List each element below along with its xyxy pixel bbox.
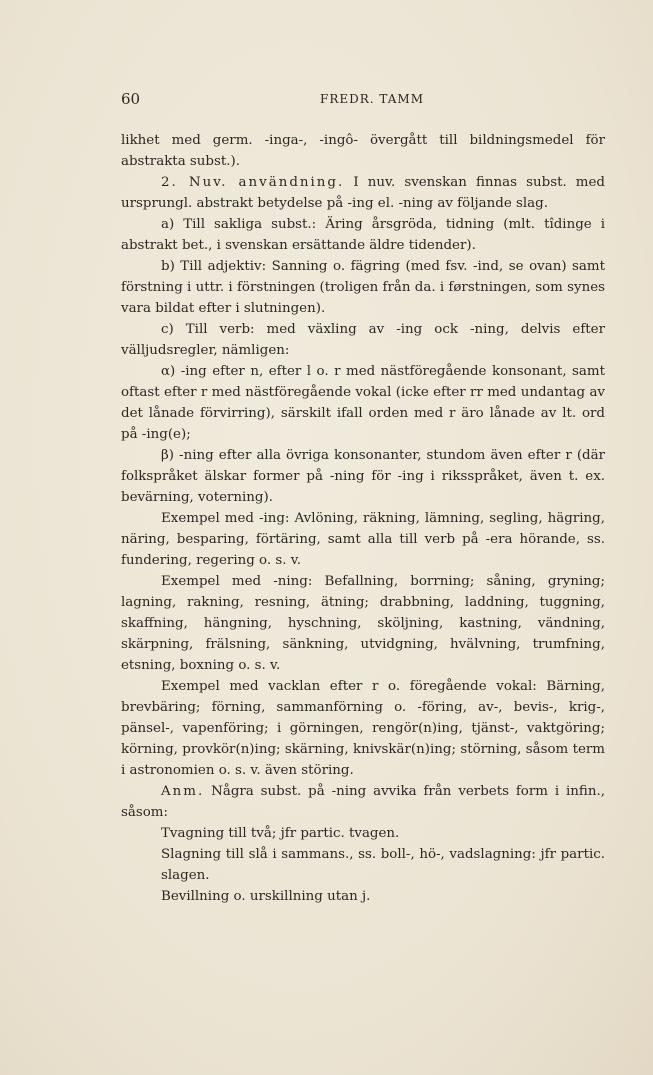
page-header [0, 90, 653, 112]
page-number: 60 [121, 90, 141, 108]
paragraph-text: I nuv. svenskan finnas subst. med ursprungl. abstrakt betydelse på -ing el. -ning av följande slag. [121, 175, 605, 211]
paragraph-text: Exempel med -ning: Befallning, borrning; såning, gryning; lagning, rakning, resning, ätning; drabbning, laddning, tuggning, skaffning, hängning, hyschning, sköljning, kastning, vändning, skärpning, frälsning, sänkning, utvidgning, hvälvning, trumfning, etsning, boxning o. s. v. [121, 574, 605, 673]
example-line [121, 886, 605, 907]
paragraph-text: Några subst. på -ning avvika från verbets form i infin., såsom: [121, 784, 605, 820]
note-paragraph [121, 781, 605, 823]
paragraph-text: likhet med germ. -inga-, -ingô- övergått till bildningsmedel för abstrakta subst.). [121, 133, 605, 169]
paragraph-text: Slagning till slå i sammans., ss. boll-, hö-, vadslagning: jfr partic. slagen. [161, 847, 605, 883]
paragraph-text: β) -ning efter alla övriga konsonanter, stundom även efter r (där folkspråket älskar former på -ning för -ing i riksspråket, även t. ex. bevärning, voterning). [121, 448, 605, 505]
paragraph-text: c) Till verb: med växling av -ing ock -ning, delvis efter välljudsregler, nämligen: [121, 322, 605, 358]
example-line [121, 844, 605, 886]
paragraph [121, 508, 605, 571]
paragraph-text: Tvagning till två; jfr partic. tvagen. [161, 826, 400, 841]
paragraph-text: Bevillning o. urskillning utan j. [161, 889, 371, 904]
paragraph-text: α) -ing efter n, efter l o. r med nästföregående konsonant, samt oftast efter r med nästföregående vokal (icke efter rr med undantag av det lånade förvirring), särskilt ifall orden med r äro lånade av lt. ord på -ing(e); [121, 364, 605, 442]
paragraph [121, 571, 605, 676]
paragraph [121, 361, 605, 445]
paragraph [121, 676, 605, 781]
paragraph-text: Exempel med vacklan efter r o. föregående vokal: Bärning, brevbäring; förning, sammanförning o. -föring, av-, bevis-, krig-, pänsel-, vapenföring; i görningen, rengör(n)ing, tjänst-, vaktgöring; körning, provkör(n)ing; skärning, knivskär(n)ing; störning, såsom term i astronomien o. s. v. även störing. [121, 679, 605, 778]
paragraph [121, 256, 605, 319]
paragraph [121, 445, 605, 508]
note-label: Anm. [161, 784, 205, 799]
section-heading-paragraph [121, 172, 605, 214]
paragraph-text: Exempel med -ing: Avlöning, räkning, lämning, segling, hägring, näring, besparing, förtäring, samt alla till verb på -era hörande, ss. fundering, regering o. s. v. [121, 511, 605, 568]
section-heading: 2. Nuv. användning. [161, 175, 345, 190]
page-body [121, 130, 605, 907]
paragraph [121, 319, 605, 361]
paragraph-text: b) Till adjektiv: Sanning o. fägring (med fsv. -ind, se ovan) samt förstning i uttr. i förstningen (troligen från da. i førstningen, som synes vara bildat efter i slutningen). [121, 259, 605, 316]
paragraph [121, 130, 605, 172]
paragraph-text: a) Till sakliga subst.: Äring årsgröda, tidning (mlt. tîdinge i abstrakt bet., i svenskan ersättande äldre tidender). [121, 217, 605, 253]
example-line [121, 823, 605, 844]
running-head: FREDR. TAMM [320, 92, 424, 106]
paragraph [121, 214, 605, 256]
